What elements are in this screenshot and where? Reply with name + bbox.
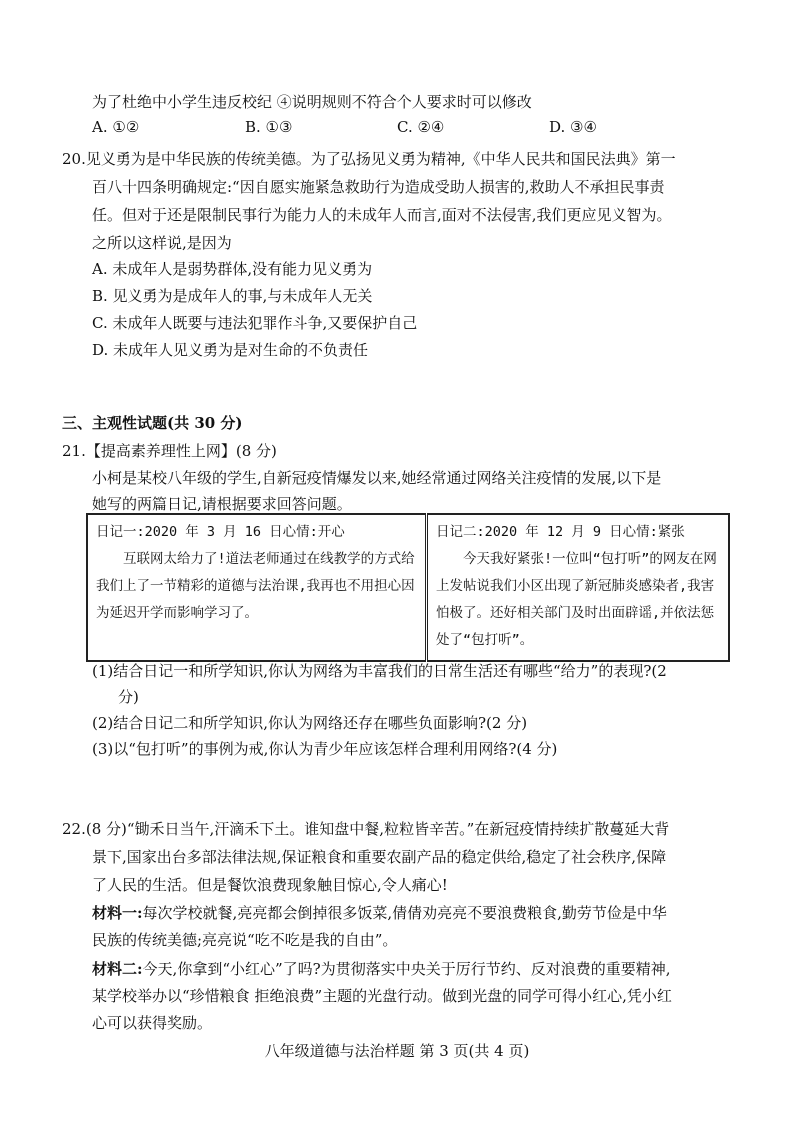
q20-stem-line-3: 任。但对于还是限制民事行为能力人的未成年人而言,面对不法侵害,我们更应见义智为。 bbox=[92, 206, 672, 224]
q19-options bbox=[92, 118, 692, 140]
q22-stem-line-1: 22.(8 分)“锄禾日当午,汗滴禾下土。谁知盘中餐,粒粒皆辛苦。”在新冠疫情持续扩散蔓延大背 bbox=[62, 820, 670, 838]
q21-sub-1-line-1: (1)结合日记一和所学知识,你认为网络为丰富我们的日常生活还有哪些“给力”的表现?(2 bbox=[92, 662, 667, 680]
material-2-text: 今天,你拿到“小红心”了吗?为贯彻落实中央关于厉行节约、反对浪费的重要精神, bbox=[142, 960, 671, 978]
material-2-line-2: 某学校举办以“珍惜粮食 拒绝浪费”主题的光盘行动。做到光盘的同学可得小红心,凭小红 bbox=[92, 987, 672, 1005]
q20-option-b[interactable]: B. 见义勇为是成年人的事,与未成年人无关 bbox=[92, 287, 373, 305]
q19-option-b[interactable]: B. ①③ bbox=[245, 118, 293, 136]
q21-sub-2: (2)结合日记二和所学知识,你认为网络还存在哪些负面影响?(2 分) bbox=[92, 714, 528, 732]
material-1-text: 每次学校就餐,亮亮都会倒掉很多饭菜,倩倩劝亮亮不要浪费粮食,勤劳节俭是中华 bbox=[142, 904, 667, 922]
q20-stem-line-2: 百八十四条明确规定:“因自愿实施紧急救助行为造成受助人损害的,救助人不承担民事责 bbox=[92, 178, 665, 196]
material-2-line-1 bbox=[92, 958, 670, 980]
diary-one-cell bbox=[87, 514, 427, 661]
q19-option-4-continuation: 为了杜绝中小学生违反校纪 ④说明规则不符合个人要求时可以修改 bbox=[92, 93, 532, 111]
q19-option-a[interactable]: A. ①② bbox=[92, 118, 140, 136]
material-1-line-2: 民族的传统美德;亮亮说“吃不吃是我的自由”。 bbox=[92, 931, 398, 949]
material-2-label: 材料二: bbox=[92, 960, 143, 978]
diary-two-cell bbox=[427, 514, 730, 661]
page-footer: 八年级道德与法治样题 第 3 页(共 4 页) bbox=[264, 1042, 530, 1060]
material-1-label: 材料一: bbox=[92, 904, 143, 922]
q19-option-d[interactable]: D. ③④ bbox=[549, 118, 597, 136]
diary-two-header: 日记二:2020 年 12 月 9 日心情:紧张 bbox=[436, 524, 685, 540]
section-3-heading: 三、主观性试题(共 30 分) bbox=[62, 414, 243, 432]
q22-stem-line-2: 景下,国家出台多部法律法规,保证粮食和重要农副产品的稳定供给,稳定了社会秩序,保障 bbox=[92, 848, 667, 866]
q20-stem-line-4: 之所以这样说,是因为 bbox=[92, 234, 232, 252]
q21-title: 21.【提高素养理性上网】(8 分) bbox=[62, 442, 277, 460]
diary-two-body: 今天我好紧张!一位叫“包打听”的网友在网上发帖说我们小区出现了新冠肺炎感染者,我害怕极了。还好相关部门及时出面辟谣,并依法惩处了“包打听”。 bbox=[436, 551, 717, 648]
q21-intro-line-2: 她写的两篇日记,请根据要求回答问题。 bbox=[92, 495, 352, 513]
q21-sub-3: (3)以“包打听”的事例为戒,你认为青少年应该怎样合理利用网络?(4 分) bbox=[92, 740, 558, 758]
material-1-line-1 bbox=[92, 902, 667, 924]
q20-option-a[interactable]: A. 未成年人是弱势群体,没有能力见义勇为 bbox=[92, 260, 373, 278]
q21-sub-1-line-2: 分) bbox=[118, 688, 139, 706]
material-2-line-3: 心可以获得奖励。 bbox=[92, 1014, 213, 1032]
q20-stem-line-1: 20.见义勇为是中华民族的传统美德。为了弘扬见义勇为精神,《中华人民共和国民法典》第一 bbox=[62, 150, 676, 168]
q19-option-c[interactable]: C. ②④ bbox=[397, 118, 445, 136]
diary-table bbox=[86, 513, 730, 662]
diary-one-body: 互联网太给力了!道法老师通过在线教学的方式给我们上了一节精彩的道德与法治课,我再也不用担心因为延迟开学而影响学习了。 bbox=[96, 551, 415, 621]
q20-option-c[interactable]: C. 未成年人既要与违法犯罪作斗争,又要保护自己 bbox=[92, 314, 418, 332]
q22-stem-line-3: 了人民的生活。但是餐饮浪费现象触目惊心,令人痛心! bbox=[92, 876, 448, 894]
q20-option-d[interactable]: D. 未成年人见义勇为是对生命的不负责任 bbox=[92, 341, 369, 359]
diary-one-header: 日记一:2020 年 3 月 16 日心情:开心 bbox=[96, 524, 345, 540]
q21-intro-line-1: 小柯是某校八年级的学生,自新冠疫情爆发以来,她经常通过网络关注疫情的发展,以下是 bbox=[92, 469, 662, 487]
